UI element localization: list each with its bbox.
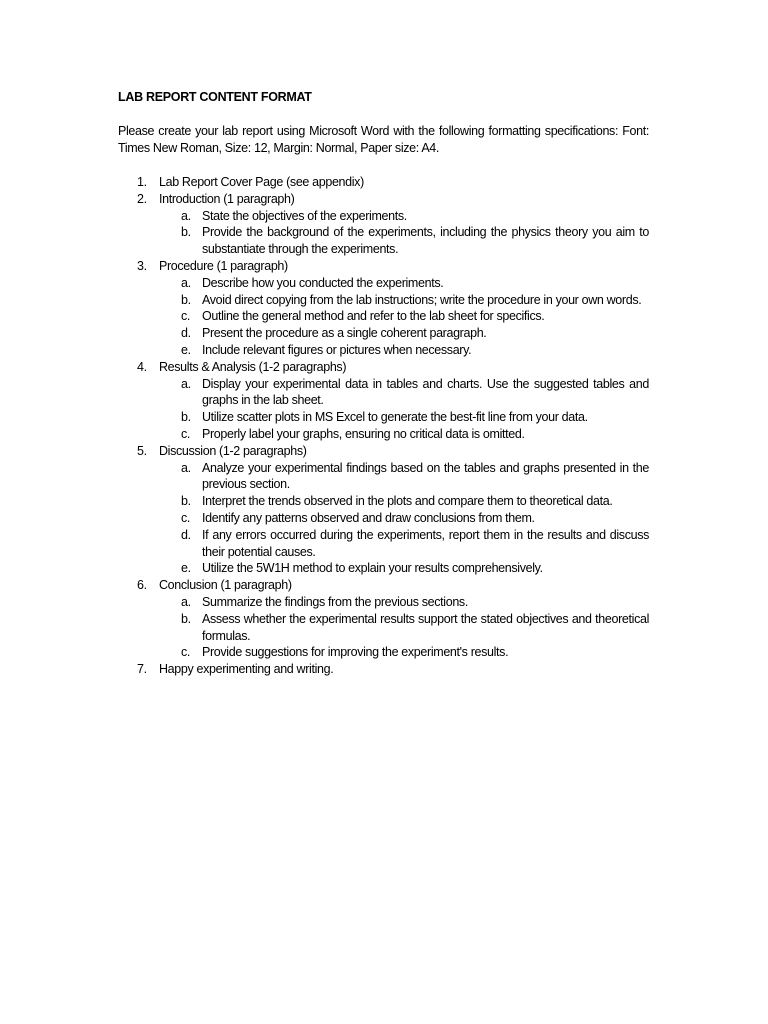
sub-list-item-letter: b. (181, 225, 191, 240)
sub-list-item-letter: c. (181, 645, 191, 660)
sub-list-item-text: Provide the background of the experiments, including the physics theory you aim to substantiate through the experiments. (202, 225, 649, 257)
list-item-number: 6. (137, 578, 147, 593)
numbered-list (118, 174, 649, 678)
sub-list-item (159, 644, 649, 661)
sub-list-item (159, 275, 649, 292)
sub-list-item-letter: a. (181, 594, 191, 609)
sub-list-item (159, 292, 649, 309)
list-item (118, 191, 649, 258)
sub-list (159, 460, 649, 578)
sub-list-item-text: Describe how you conducted the experiments. (202, 275, 444, 290)
sub-list-item-letter: b. (181, 494, 191, 509)
sub-list-item-letter: b. (181, 410, 191, 425)
sub-list-item-text: Present the procedure as a single coherent paragraph. (202, 326, 487, 341)
sub-list-item-letter: c. (181, 309, 191, 324)
sub-list-item-text: Include relevant figures or pictures when necessary. (202, 342, 472, 357)
sub-list-item-text: Display your experimental data in tables and charts. Use the suggested tables and graphs in the lab sheet. (202, 376, 649, 408)
sub-list-item (159, 409, 649, 426)
list-item (118, 661, 649, 678)
sub-list-item-text: Summarize the findings from the previous sections. (202, 594, 468, 609)
sub-list-item (159, 325, 649, 342)
sub-list-item (159, 376, 649, 410)
list-item-number: 7. (137, 662, 147, 677)
sub-list-item (159, 308, 649, 325)
sub-list-item (159, 342, 649, 359)
sub-list-item (159, 527, 649, 561)
sub-list-item-text: Utilize scatter plots in MS Excel to generate the best-fit line from your data. (202, 410, 588, 425)
sub-list-item-letter: a. (181, 376, 191, 391)
list-item-text: Discussion (1-2 paragraphs) (159, 443, 307, 458)
list-item (118, 174, 649, 191)
sub-list-item-letter: d. (181, 326, 191, 341)
sub-list-item (159, 611, 649, 645)
list-item-text: Conclusion (1 paragraph) (159, 578, 292, 593)
sub-list-item (159, 560, 649, 577)
sub-list-item-text: Identify any patterns observed and draw conclusions from them. (202, 510, 535, 525)
list-item-number: 1. (137, 175, 147, 189)
list-item-number: 5. (137, 443, 147, 458)
list-item-text: Introduction (1 paragraph) (159, 191, 295, 206)
sub-list-item-text: Interpret the trends observed in the plots and compare them to theoretical data. (202, 494, 613, 509)
sub-list-item-letter: a. (181, 460, 191, 475)
sub-list-item (159, 493, 649, 510)
sub-list-item-letter: e. (181, 342, 191, 357)
sub-list-item-letter: c. (181, 426, 191, 441)
sub-list-item-text: Avoid direct copying from the lab instructions; write the procedure in your own words. (202, 292, 642, 307)
list-item (118, 577, 649, 661)
sub-list (159, 376, 649, 443)
sub-list-item-letter: d. (181, 527, 191, 542)
sub-list-item (159, 426, 649, 443)
list-item-number: 3. (137, 258, 147, 273)
sub-list-item-text: Provide suggestions for improving the experiment's results. (202, 645, 509, 660)
intro-paragraph: Please create your lab report using Microsoft Word with the following formatting specifications: Font: Times New Roman, Size: 12, Margin: Normal, Paper size: A4. (118, 124, 649, 155)
sub-list-item (159, 224, 649, 258)
sub-list-item (159, 594, 649, 611)
list-item-number: 2. (137, 191, 147, 206)
sub-list-item-letter: b. (181, 611, 191, 626)
list-item-text: Results & Analysis (1-2 paragraphs) (159, 359, 347, 374)
sub-list (159, 208, 649, 258)
list-item-text: Procedure (1 paragraph) (159, 258, 288, 273)
list-item-number: 4. (137, 359, 147, 374)
sub-list (159, 275, 649, 359)
sub-list (159, 594, 649, 661)
sub-list-item-letter: e. (181, 561, 191, 576)
sub-list-item (159, 510, 649, 527)
sub-list-item (159, 460, 649, 494)
sub-list-item-text: If any errors occurred during the experiments, report them in the results and discuss their potential causes. (202, 527, 649, 559)
sub-list-item-letter: a. (181, 208, 191, 223)
sub-list-item-letter: b. (181, 292, 191, 307)
sub-list-item-text: Assess whether the experimental results support the stated objectives and theoretical formulas. (202, 611, 649, 643)
list-item (118, 359, 649, 443)
sub-list-item-letter: a. (181, 275, 191, 290)
sub-list-item-text: Properly label your graphs, ensuring no critical data is omitted. (202, 426, 525, 441)
list-item-text: Happy experimenting and writing. (159, 662, 334, 677)
list-item-text: Lab Report Cover Page (see appendix) (159, 175, 364, 189)
list-item (118, 258, 649, 359)
sub-list-item-text: Utilize the 5W1H method to explain your results comprehensively. (202, 561, 543, 576)
sub-list-item-text: Analyze your experimental findings based on the tables and graphs presented in the previous section. (202, 460, 649, 492)
sub-list-item (159, 208, 649, 225)
list-item (118, 443, 649, 577)
sub-list-item-text: State the objectives of the experiments. (202, 208, 407, 223)
sub-list-item-text: Outline the general method and refer to the lab sheet for specifics. (202, 309, 545, 324)
document-title: LAB REPORT CONTENT FORMAT (118, 90, 312, 104)
sub-list-item-letter: c. (181, 510, 191, 525)
